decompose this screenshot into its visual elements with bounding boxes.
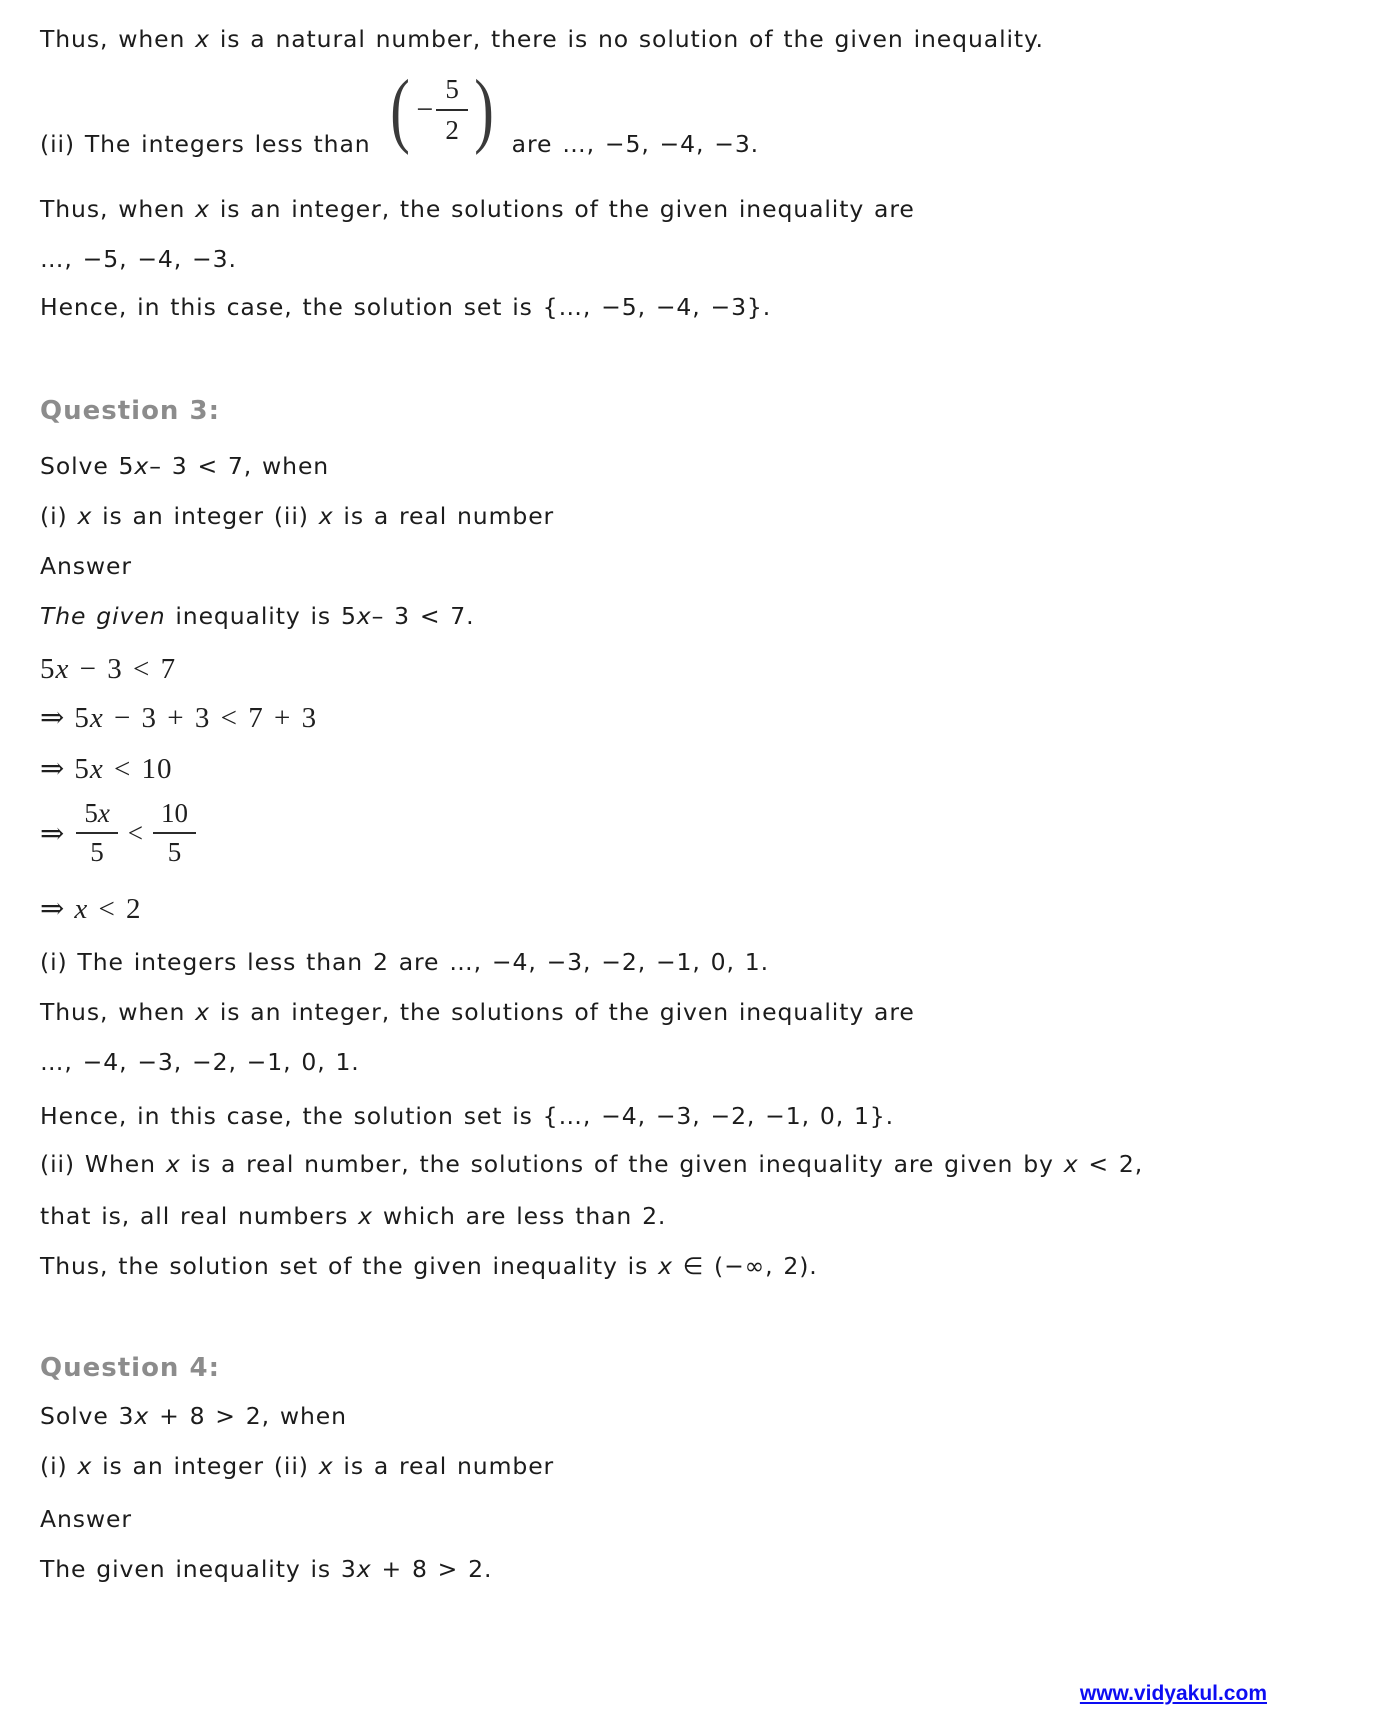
text-segment: Solve 5 [40, 452, 135, 480]
text-segment: (i) [40, 1452, 78, 1480]
q4-cases-line [40, 1452, 554, 1480]
q3-answer-label: Answer [40, 552, 132, 580]
text-segment: inequality is 5 [165, 602, 357, 630]
q4-answer-label: Answer [40, 1505, 132, 1533]
negative-fraction [414, 74, 469, 146]
text-segment: + 8 > 2, when [149, 1402, 347, 1430]
text-segment: (ii) When [40, 1150, 166, 1178]
text-segment: + 8 > 2. [371, 1555, 493, 1583]
fraction [436, 74, 468, 146]
variable-x: x [97, 798, 110, 828]
text-segment: is a real number [333, 502, 555, 530]
fraction-numerator: 10 [153, 798, 196, 834]
fraction-minus-five-halves [386, 63, 497, 156]
intro-line-3 [40, 195, 915, 223]
variable-x: x [134, 1402, 150, 1430]
intro-line-1 [40, 25, 1044, 53]
math-segment: 5 [74, 702, 90, 734]
math-segment: 5 [74, 753, 90, 785]
math-step-2 [40, 701, 317, 735]
q3-cases-line [40, 502, 554, 530]
less-than-sign: < [127, 817, 144, 848]
question-4-heading: Question 4: [40, 1353, 220, 1383]
text-segment: is an integer (ii) [92, 1452, 319, 1480]
fraction-10-over-5 [153, 798, 196, 868]
fraction-numerator [76, 798, 117, 834]
text-segment: < 2, [1078, 1150, 1144, 1178]
text-segment: (i) [40, 502, 78, 530]
math-step-1 [40, 652, 176, 686]
q3-result-line-1: (i) The integers less than 2 are …, −4, −3, −2, −1, 0, 1. [40, 948, 769, 976]
fraction-numerator: 5 [436, 74, 468, 111]
implies-arrow-icon: ⇒ [40, 893, 65, 925]
math-segment: − 3 + 3 < 7 + 3 [103, 702, 318, 734]
variable-x: x [356, 602, 372, 630]
implies-arrow-icon: ⇒ [40, 817, 65, 850]
text-segment: Thus, the solution set of the given inequality is [40, 1252, 659, 1280]
fraction-denominator: 2 [445, 114, 459, 145]
implies-arrow-icon: ⇒ [40, 753, 65, 785]
variable-x: x [77, 1452, 93, 1480]
variable-x: x [89, 702, 104, 734]
text-segment: is an integer (ii) [92, 502, 319, 530]
right-paren: ) [474, 63, 494, 156]
variable-x: x [74, 893, 89, 925]
variable-x: x [195, 195, 210, 223]
variable-x: x [318, 502, 334, 530]
variable-x: x [1063, 1150, 1079, 1178]
q3-result-line-6 [40, 1202, 666, 1230]
intro-line-4: …, −5, −4, −3. [40, 245, 237, 273]
math-segment: 5 [40, 653, 56, 685]
text-segment: is an integer, the solutions of the given inequality are [209, 195, 915, 223]
text-segment: are …, −5, −4, −3. [501, 129, 760, 158]
math-step-3 [40, 752, 173, 786]
variable-x: x [134, 452, 150, 480]
variable-x: x [195, 998, 210, 1026]
fraction-denominator: 5 [167, 837, 182, 867]
q3-result-line-5 [40, 1150, 1143, 1178]
variable-x: x [356, 1555, 372, 1583]
math-segment: − 3 < 7 [69, 653, 177, 685]
q3-result-line-2 [40, 998, 915, 1026]
text-segment: that is, all real numbers [40, 1202, 359, 1230]
text-segment: which are less than 2. [372, 1202, 667, 1230]
math-segment: 5 [84, 798, 98, 828]
variable-x: x [77, 502, 93, 530]
intro-line-5: Hence, in this case, the solution set is {…, −5, −4, −3}. [40, 293, 772, 321]
math-segment: < 10 [103, 753, 173, 785]
fraction-denominator: 5 [90, 837, 104, 867]
text-segment: – 3 < 7, when [149, 452, 330, 480]
text-segment: is a real number, the solutions of the given inequality are given by [180, 1150, 1064, 1178]
variable-x: x [318, 1452, 334, 1480]
variable-x: x [358, 1202, 373, 1230]
text-segment: Thus, when [40, 25, 196, 53]
vidyakul-footer-link[interactable]: www.vidyakul.com [1079, 1682, 1267, 1705]
math-step-4 [40, 798, 196, 868]
q3-result-line-4: Hence, in this case, the solution set is {…, −4, −3, −2, −1, 0, 1}. [40, 1102, 895, 1130]
variable-x: x [89, 753, 104, 785]
math-step-5 [40, 892, 142, 926]
italic-segment: The given [40, 602, 166, 630]
left-paren: ( [390, 63, 411, 156]
q3-given-line [40, 602, 475, 630]
fraction-5x-over-5 [76, 798, 117, 868]
question-3-heading: Question 3: [40, 396, 220, 426]
intro-line-2 [40, 63, 760, 158]
math-segment: < 2 [88, 893, 142, 925]
text-segment: – 3 < 7. [371, 602, 475, 630]
minus-sign: − [416, 92, 434, 126]
text-segment: The given inequality is 3 [40, 1555, 357, 1583]
text-segment: ∈ (−∞, 2). [672, 1252, 818, 1280]
text-segment: is an integer, the solutions of the given inequality are [209, 998, 915, 1026]
text-segment: Thus, when [40, 998, 196, 1026]
q4-solve-line [40, 1402, 347, 1430]
implies-arrow-icon: ⇒ [40, 702, 65, 734]
q4-given-line [40, 1555, 492, 1583]
q3-solve-line [40, 452, 329, 480]
q3-result-line-7 [40, 1252, 818, 1280]
variable-x: x [165, 1150, 181, 1178]
text-segment: is a natural number, there is no solution of the given inequality. [209, 25, 1044, 53]
variable-x: x [55, 653, 70, 685]
text-segment: is a real number [333, 1452, 555, 1480]
variable-x: x [195, 25, 210, 53]
q3-result-line-3: …, −4, −3, −2, −1, 0, 1. [40, 1048, 360, 1076]
text-segment: (ii) The integers less than [40, 129, 381, 158]
text-segment: Thus, when [40, 195, 196, 223]
text-segment: Solve 3 [40, 1402, 135, 1430]
variable-x: x [658, 1252, 673, 1280]
